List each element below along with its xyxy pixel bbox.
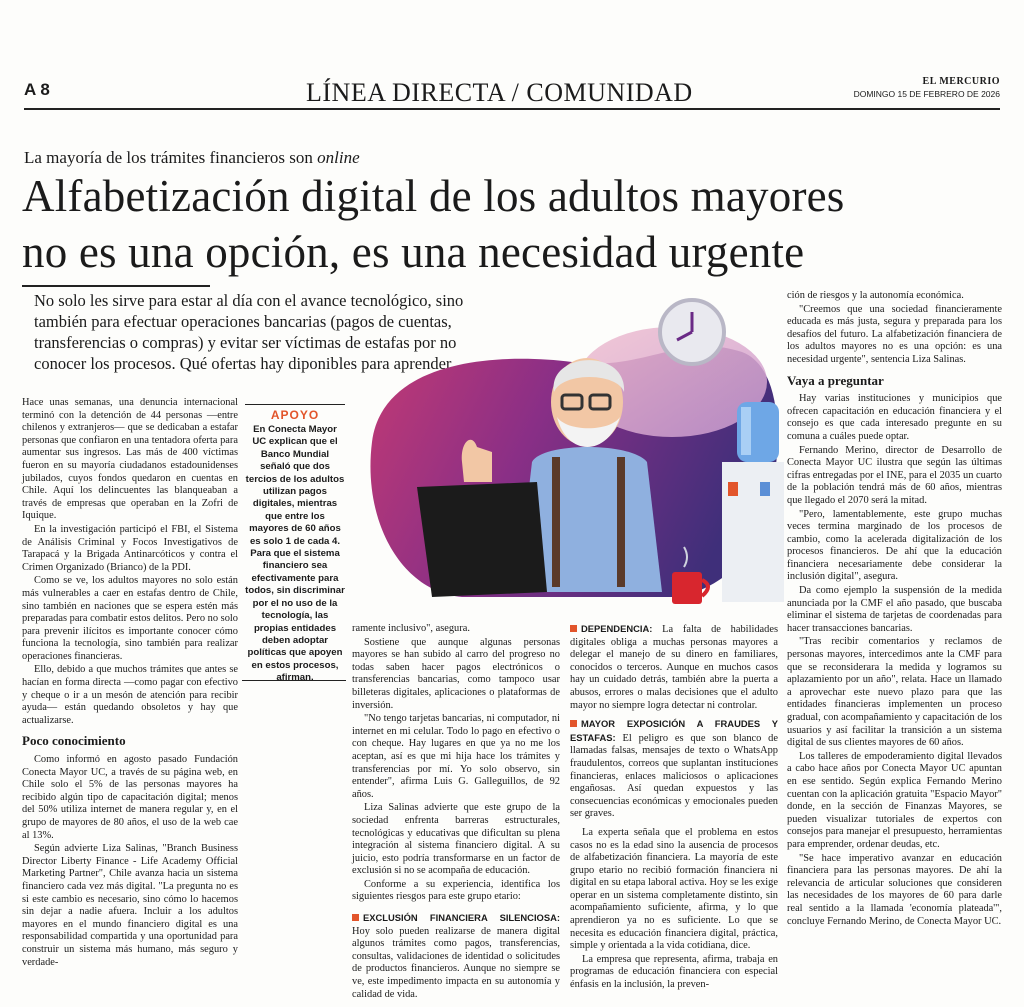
elderly-man-laptop-illustration [342, 292, 784, 618]
kicker [24, 148, 360, 168]
paragraph: ción de riesgos y la autonomía económica. [787, 290, 964, 301]
column-2 [352, 623, 560, 1002]
column-3 [570, 623, 778, 993]
risk-item [570, 623, 778, 712]
risk-text: El peligro es que son blanco de llamadas falsas, mensajes de texto o WhatsApp fraudulentos, correos que suplantan instituciones financieras, enlaces maliciosos o aplicaciones engañosas. Así quedan expuestos y las consecuencias económicas y emocionales pueden ser graves. [570, 732, 778, 820]
paragraph: Hay varias instituciones y municipios que ofrecen capacitación en educación financiera y el consejo es que cada interesado pregunte en su comuna a cuáles puede optar. [787, 393, 1002, 442]
clock-icon [660, 300, 724, 364]
paragraph: Hace unas semanas, una denuncia internacional terminó con la detención de 44 personas —entre chilenos y extranjeros— que se dedicaban a estafar personas que confiaron en una tentadora oferta para aumentar sus ingresos. Las más de 400 víctimas fueron en su mayoría ciudadanos estadounidenses jubilados, cuyos fondos quedaron en cuentas en Chile. Aquí los delincuentes las blanqueaban a través de empresas que operaban en la Zofri de Iquique. [22, 397, 238, 522]
bullet-square-icon [352, 914, 359, 921]
kicker-italic: online [317, 148, 360, 167]
masthead [24, 76, 1000, 110]
paragraph: Fernando Merino, director de Desarrollo de Conecta Mayor UC ilustra que según las últimas cifras entregadas por el INE, para el 2035 un cuarto de la población tendrá más de 60 años, mientras que llegado el 2070 será la mitad. [787, 444, 1002, 506]
quote-lead: Según advierte Liza Salinas, "Branch Business Director Liberty Finance - Life Academy Official Marketing Partner", [22, 843, 238, 880]
paragraph: "Se hace imperativo avanzar en educación financiera para las personas mayores. De ahí la relevancia de articular soluciones que consideren las necesidades de los mayores de 60 para darle real sentido a la llamada 'economía plateada'", concluye Fernando Merino, de Conecta Mayor UC. [787, 852, 1002, 927]
headline-line-2: no es una opción, es una necesidad urgente [22, 227, 805, 277]
sidebar-title: APOYO [245, 404, 345, 422]
paragraph: "Tras recibir comentarios y reclamos de personas mayores, intercedimos ante la CMF para que se reconsiderara la medida y logramos su aplazamiento por un año", relata. Hace un llamado a aprovechar este nuevo plazo para que las entidades financieras implementen un proceso gradual, con acompañamiento y capacitación de los usuarios y así facilitar la transición a un sistema digital de sus clientes mayores de 60 años. [787, 636, 1002, 749]
issue-date: DOMINGO 15 DE FEBRERO DE 2026 [853, 89, 1000, 99]
bullet-square-icon [570, 625, 577, 632]
risk-text: Hoy solo pueden realizarse de manera digital algunos trámites como pagos, transferencias, consultas, validaciones de identidad o solicitudes de productos financieros. Aunque no siempre se ve, este impedimento impacta en su autonomía y calidad de vida. [352, 925, 560, 1000]
paragraph: Ello, debido a que muchos trámites que antes se hacían en forma directa —como pagar con efectivo y cheque o ir a un mesón de atención para recibir ayuda— están quedando obsoletos y hay que actualizarse. [22, 664, 238, 726]
paragraph: ramente inclusivo", asegura. [352, 623, 470, 634]
subheading-poco-conocimiento: Poco conocimiento [22, 733, 126, 749]
paragraph: "Pero, lamentablemente, este grupo muchas veces termina marginado de los procesos de cambio, como la acelerada digitalización de los procesos financieros. De ahí que la educación financiera necesariamente debe considerar la inclusión digital", asegura. [787, 508, 1002, 583]
headline [22, 168, 1012, 280]
risk-text: La falta de habilidades digitales obliga a muchas personas mayores a delegar el manejo de su dinero en familiares, conocidos o terceros. Aunque en muchos casos hay un cuidado detrás, también abre la puerta a abusos, errores o malas decisiones que el adulto mayor no siempre logra detectar ni controlar. [570, 624, 778, 711]
paragraph: Como informó en agosto pasado Fundación Conecta Mayor UC, a través de su página web, en Chile solo el 5% de las personas mayores ha recibido algún tipo de capacitación digital; menos del 50% utiliza internet de manera regular y, en el grupo de mayores de 80 años, el uso de la web cae al 13%. [22, 754, 238, 841]
paragraph: Liza Salinas advierte que este grupo de la sociedad enfrenta barreras estructurales, tecnológicas y educativas que dificultan su plena integración al sistema financiero digital. A su juicio, esto podría transformarse en un factor de exclusión si no se acompaña de educación. [352, 802, 560, 877]
paragraph: Da como ejemplo la suspensión de la medida anunciada por la CMF el año pasado, que buscaba eliminar el sistema de tarjetas de coordenadas para hacer transacciones bancarias. [787, 585, 1002, 634]
newspaper-info [854, 76, 1000, 99]
sidebar-body: En Conecta Mayor UC explican que el Banco Mundial señaló que dos tercios de los adultos utilizan pagos digitales, mientras que entre los mayores de 60 años es solo 1 de cada 4. Para que el sistema financiero sea efectivamente para todos, sin discriminar por el no uso de la tecnología, las propias entidades deben adoptar políticas que apoyen en estos procesos, afirman. [245, 424, 345, 684]
subheading-vaya-a-preguntar: Vaya a preguntar [787, 372, 884, 388]
kicker-text: La mayoría de los trámites financieros son [24, 148, 318, 167]
newspaper-name: EL MERCURIO [922, 76, 1000, 87]
paragraph: Como se ve, los adultos mayores no solo están más vulnerables a caer en estafas dentro de Chile, sino también en naciones que se espera estén más preparadas para combatir estos delitos. Pero no solo para prevenir ilícitos es importante conocer cómo funciona la tecnología, sino también para realizar operaciones financieras. [22, 575, 238, 662]
headline-line-1: Alfabetización digital de los adultos mayores [22, 171, 845, 221]
deck-rule [22, 285, 210, 287]
paragraph: Los talleres de empoderamiento digital llevados a cabo hace años por Conecta Mayor UC apuntan en ese sentido. Según explica Fernando Merino cuentan con la aplicación gratuita "Espacio Mayor" donde, en la sección de Finanzas Mayores, se pueden visualizar tutoriales de expertos con consejos para manejar el presupuesto, herramientas para emprender, ordenar deudas, etc. [787, 750, 1002, 850]
paragraph: Sostiene que aunque algunas personas mayores se han subido al carro del progreso no todas saben hacer pagos electrónicos o transferencias bancarias, como tampoco usar billeteras digitales, aplicaciones o plataformas de inversión. [352, 636, 560, 711]
paragraph: "Creemos que una sociedad financieramente educada es más justa, segura y preparada para los desafíos del futuro. La alfabetización financiera de los adultos mayores no es una opción: es una necesidad urgente", sentencia Liza Salinas. [787, 303, 1002, 365]
risk-label: DEPENDENCIA: [581, 623, 653, 634]
paragraph: Conforme a su experiencia, identifica los siguientes riesgos para este grupo etario: [352, 878, 560, 903]
paragraph: La experta señala que el problema en estos casos no es la edad sino la ausencia de procesos de alfabetización financiera. La mayoría de este grupo etario no recibió formación financiera ni digital en su etapa laboral activa. Hoy se les exige operar en un sistema completamente distinto, sin acompañamiento suficiente, afirma, y lo que aprendieron ya no es suficiente. Lo que se necesita es educación financiera digital, práctica, simple y orientada a la vida cotidiana, dice. [570, 826, 778, 952]
column-4 [787, 290, 1002, 929]
paragraph: La empresa que representa, afirma, trabaja en programas de educación financiera con especial énfasis en la inclusión, la preven- [570, 953, 778, 991]
column-1 [22, 397, 238, 970]
paragraph: En la investigación participó el FBI, el Sistema de Análisis Criminal y Focos Investigativos de Tarapacá y la Brigada Antinarcóticos y contra el Crimen Organizado (Brianco) de la PDI. [22, 523, 238, 573]
paragraph: "No tengo tarjetas bancarias, ni computador, ni internet en mi celular. Todo lo pago en efectivo o con cheque. Hay lugares en que ya no me los aceptan, así es que mi hija hace los trámites y transferencias por mí. Yo solo observo, sin entender", afirma Luis G. Galleguillos, de 92 años. [352, 713, 560, 800]
risk-item [570, 718, 778, 821]
deck: No solo les sirve para estar al día con el avance tecnológico, sino también para efectuar operaciones bancarias (pagos de cuentas, transferencias o compras) y evitar ser víctimas de estafas por no conocer los procesos. Qué ofertas hay diponibles para aprender. [34, 291, 464, 373]
sidebar-apoyo [245, 404, 345, 685]
bullet-square-icon [570, 720, 577, 727]
section-title: LÍNEA DIRECTA / COMUNIDAD [306, 78, 693, 107]
risk-item [352, 912, 560, 1001]
sidebar-rule [242, 680, 346, 681]
paragraph [22, 843, 238, 969]
risk-label: EXCLUSIÓN FINANCIERA SILENCIOSA: [363, 912, 560, 924]
page-number: A 8 [24, 80, 50, 99]
risk-label: MAYOR EXPOSICIÓN A FRAUDES Y ESTAFAS: [570, 718, 778, 743]
quote-rest: Chile avanza hacia un sistema financiero cada vez más digital. "La pregunta no es si este cambio es necesario, sino cómo lo hacemos sin dejar a nadie afuera. Incluir a los adultos mayores en el mundo financiero digital es una responsabilidad compartida y una oportunidad para construir un sistema más humano, más seguro y verdade- [22, 868, 238, 968]
laptop-icon [417, 482, 547, 597]
